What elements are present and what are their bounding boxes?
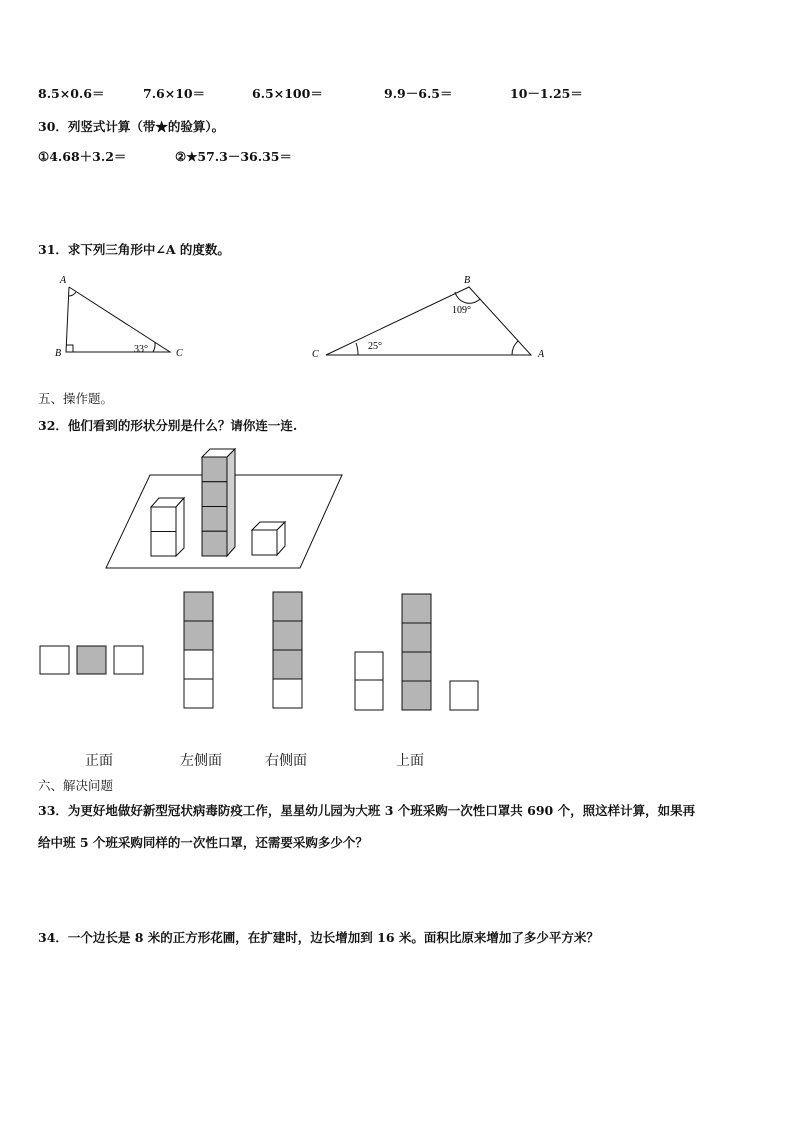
- tri1-label-B: B: [55, 348, 62, 359]
- calc-3: 6.5×100＝: [252, 86, 323, 101]
- view-option-4: [355, 594, 478, 710]
- tri2-label-B: B: [464, 275, 471, 286]
- calc-1: 8.5×0.6＝: [38, 86, 105, 101]
- section-5-title: 五、操作题。: [38, 391, 114, 406]
- view-label-top: 上面: [396, 753, 424, 769]
- cube-single: [252, 522, 285, 555]
- section-6-title: 六、解决问题: [38, 778, 114, 793]
- tri2-angle-B: 109°: [452, 305, 471, 316]
- calc-4: 9.9－6.5＝: [384, 86, 453, 101]
- q33-line-2: 给中班 5 个班采购同样的一次性口罩，还需要采购多少个？: [38, 835, 368, 850]
- tri1-label-C: C: [176, 348, 183, 359]
- calc-5: 10－1.25＝: [510, 86, 583, 101]
- view-label-right: 右侧面: [265, 753, 307, 769]
- tri2-angle-C: 25°: [368, 341, 382, 352]
- tri2-label-C: C: [312, 349, 319, 360]
- tri1-label-A: A: [60, 275, 67, 286]
- triangle-1: [66, 287, 170, 352]
- calc-2: 7.6×10＝: [143, 86, 206, 101]
- view-option-2: [184, 592, 213, 708]
- triangle-2: [326, 287, 531, 355]
- view-option-1: [40, 646, 143, 674]
- q33-line-1: 33．为更好地做好新型冠状病毒防疫工作，星星幼儿园为大班 3 个班采购一次性口罩共 690 个，照这样计算，如果再: [38, 803, 696, 818]
- q30-item-2: ②★57.3－36.35＝: [175, 149, 292, 164]
- q31-title: 31．求下列三角形中∠A 的度数。: [38, 242, 230, 257]
- cube-stack-4: [202, 449, 235, 556]
- cube-scene: [106, 449, 342, 568]
- q34-text: 34．一个边长是 8 米的正方形花圃，在扩建时，边长增加到 16 米。面积比原来增加了多少平方米？: [38, 930, 599, 945]
- q32-title: 32．他们看到的形状分别是什么？请你连一连.: [38, 418, 298, 433]
- view-label-front: 正面: [85, 753, 113, 769]
- q30-title: 30．列竖式计算（带★的验算）。: [38, 119, 225, 134]
- cube-stack-2: [151, 498, 184, 556]
- view-label-left: 左侧面: [180, 753, 222, 769]
- q30-item-1: ①4.68＋3.2＝: [38, 149, 127, 164]
- tri1-angle-C: 33°: [134, 344, 148, 355]
- view-option-3: [273, 592, 302, 708]
- tri2-label-A: A: [538, 349, 545, 360]
